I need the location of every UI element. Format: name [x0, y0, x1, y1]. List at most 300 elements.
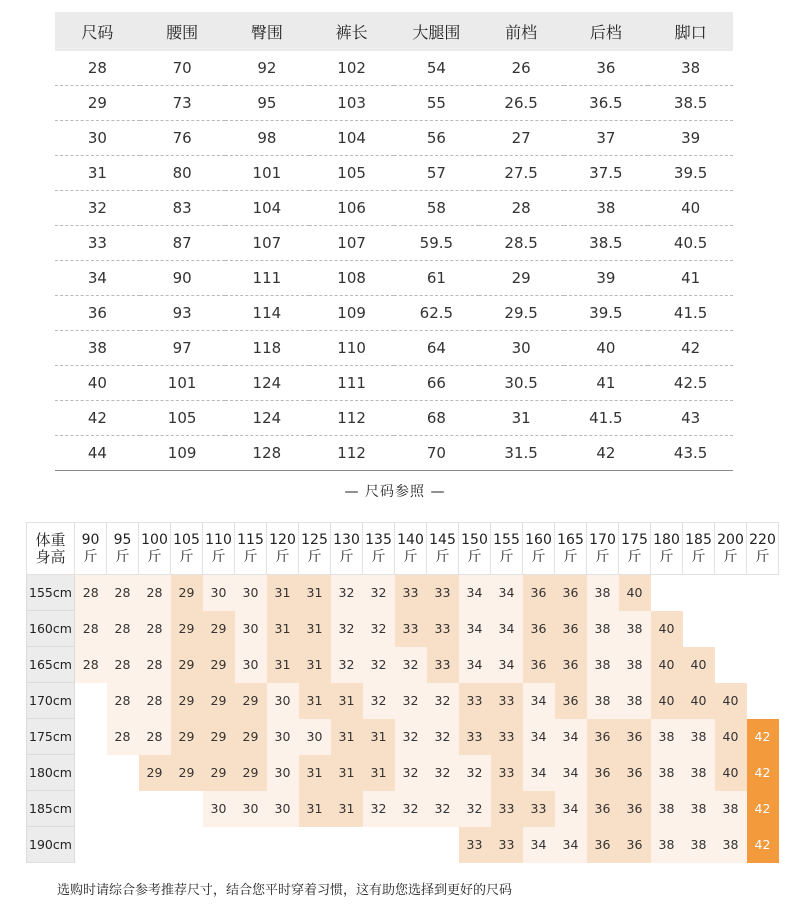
- recommended-size-cell: 32: [459, 755, 491, 791]
- recommended-size-cell: 34: [555, 719, 587, 755]
- table-row: [27, 719, 779, 755]
- recommended-size-cell: 36: [587, 827, 619, 863]
- recommended-size-cell: 33: [491, 719, 523, 755]
- recommended-size-cell: 32: [395, 755, 427, 791]
- weight-header-cell: [491, 523, 523, 575]
- recommended-size-cell: 36: [555, 683, 587, 719]
- size-chart-cell: 37.5: [564, 156, 649, 191]
- size-chart-cell: 27.5: [479, 156, 564, 191]
- size-chart-cell: 30.5: [479, 366, 564, 401]
- recommended-size-cell: 33: [491, 791, 523, 827]
- weight-value: 175: [621, 531, 648, 548]
- recommended-size-cell: 28: [139, 575, 171, 611]
- weight-unit: 斤: [211, 548, 226, 565]
- recommended-size-cell: 34: [523, 755, 555, 791]
- weight-header-cell: [235, 523, 267, 575]
- empty-cell: [75, 791, 107, 827]
- table-row: [27, 575, 779, 611]
- recommended-size-cell: 29: [235, 719, 267, 755]
- recommended-size-cell: 31: [299, 611, 331, 647]
- size-chart-cell: 101: [140, 366, 225, 401]
- size-chart-cell: 36: [55, 296, 140, 331]
- recommended-size-cell: 29: [235, 755, 267, 791]
- recommended-size-cell: 40: [715, 683, 747, 719]
- size-chart-cell: 41.5: [564, 401, 649, 436]
- size-chart-cell: 36: [564, 51, 649, 86]
- recommended-size-cell: 38: [683, 827, 715, 863]
- weight-header-cell: [171, 523, 203, 575]
- weight-header-cell: [267, 523, 299, 575]
- weight-unit: 斤: [467, 548, 482, 565]
- recommended-size-cell: 32: [363, 611, 395, 647]
- recommended-size-cell: 33: [491, 755, 523, 791]
- recommended-size-cell: 38: [587, 647, 619, 683]
- table-row: [55, 121, 733, 156]
- weight-value: 130: [333, 531, 360, 548]
- recommended-size-cell: 31: [299, 791, 331, 827]
- recommended-size-cell: 30: [203, 791, 235, 827]
- recommendation-body: [27, 575, 779, 863]
- recommended-size-cell: 38: [587, 611, 619, 647]
- recommended-size-cell: 30: [235, 647, 267, 683]
- weight-value: 110: [205, 531, 232, 548]
- recommended-size-cell: 29: [139, 755, 171, 791]
- size-chart-cell: 39: [648, 121, 733, 156]
- recommended-size-cell: 33: [459, 719, 491, 755]
- size-chart-cell: 118: [225, 331, 310, 366]
- weight-unit: 斤: [595, 548, 610, 565]
- recommended-size-cell: 36: [619, 719, 651, 755]
- recommended-size-cell: 38: [651, 755, 683, 791]
- table-row: [55, 156, 733, 191]
- empty-cell: [299, 827, 331, 863]
- size-chart-cell: 112: [309, 401, 394, 436]
- size-chart-cell: 90: [140, 261, 225, 296]
- size-chart-cell: 110: [309, 331, 394, 366]
- empty-cell: [267, 827, 299, 863]
- recommended-size-cell: 40: [651, 647, 683, 683]
- recommended-size-cell: 29: [171, 575, 203, 611]
- recommended-size-cell: 34: [555, 791, 587, 827]
- weight-header-cell: [427, 523, 459, 575]
- size-chart-cell: 41: [648, 261, 733, 296]
- height-label: 190cm: [27, 827, 75, 863]
- weight-value: 200: [717, 531, 744, 548]
- recommended-size-cell: 38: [587, 575, 619, 611]
- recommended-size-cell: 38: [715, 791, 747, 827]
- empty-cell: [139, 791, 171, 827]
- recommended-size-cell: 34: [459, 575, 491, 611]
- recommended-size-cell: 32: [395, 791, 427, 827]
- recommended-size-cell: 40: [715, 719, 747, 755]
- empty-cell: [715, 611, 747, 647]
- recommended-size-cell: 32: [331, 575, 363, 611]
- recommended-size-cell: 29: [171, 647, 203, 683]
- recommended-size-cell: 31: [299, 683, 331, 719]
- recommended-size-cell: 33: [491, 683, 523, 719]
- size-chart-cell: 28.5: [479, 226, 564, 261]
- table-row: [55, 401, 733, 436]
- recommended-size-cell: 36: [555, 611, 587, 647]
- size-chart-cell: 97: [140, 331, 225, 366]
- size-chart-cell: 39.5: [648, 156, 733, 191]
- empty-cell: [683, 611, 715, 647]
- weight-unit: 斤: [659, 548, 674, 565]
- recommended-size-cell: 32: [459, 791, 491, 827]
- recommended-size-cell: 29: [203, 683, 235, 719]
- table-row: [27, 827, 779, 863]
- recommended-size-cell: 34: [459, 647, 491, 683]
- weight-unit: 斤: [179, 548, 194, 565]
- recommended-size-cell: 29: [235, 683, 267, 719]
- recommended-size-cell: 42: [747, 827, 779, 863]
- recommended-size-cell: 34: [555, 755, 587, 791]
- empty-cell: [747, 683, 779, 719]
- size-chart-cell: 31: [479, 401, 564, 436]
- recommended-size-cell: 28: [139, 683, 171, 719]
- grid-corner-label: [27, 523, 75, 575]
- empty-cell: [331, 827, 363, 863]
- size-chart-cell: 66: [394, 366, 479, 401]
- corner-label-line: 体重: [35, 530, 66, 549]
- recommended-size-cell: 36: [555, 647, 587, 683]
- weight-unit: 斤: [755, 548, 770, 565]
- size-chart-header-row: [55, 12, 733, 51]
- size-chart-cell: 30: [479, 331, 564, 366]
- recommended-size-cell: 32: [427, 683, 459, 719]
- recommended-size-cell: 33: [427, 575, 459, 611]
- weight-header-cell: [107, 523, 139, 575]
- recommended-size-cell: 42: [747, 719, 779, 755]
- recommended-size-cell: 31: [267, 575, 299, 611]
- empty-cell: [715, 647, 747, 683]
- recommended-size-cell: 34: [523, 683, 555, 719]
- size-chart-header-cell: 前档: [479, 12, 564, 51]
- size-chart-cell: 102: [309, 51, 394, 86]
- recommended-size-cell: 31: [267, 647, 299, 683]
- recommended-size-cell: 29: [203, 755, 235, 791]
- recommended-size-cell: 38: [651, 791, 683, 827]
- empty-cell: [203, 827, 235, 863]
- weight-header-cell: [555, 523, 587, 575]
- size-chart-header-cell: 后档: [564, 12, 649, 51]
- size-chart-cell: 64: [394, 331, 479, 366]
- recommended-size-cell: 30: [235, 791, 267, 827]
- size-chart-cell: 42: [55, 401, 140, 436]
- size-chart-cell: 68: [394, 401, 479, 436]
- size-chart-cell: 28: [55, 51, 140, 86]
- size-chart-cell: 43.5: [648, 436, 733, 471]
- recommended-size-cell: 33: [523, 791, 555, 827]
- size-chart-table: [55, 12, 733, 471]
- size-chart-cell: 103: [309, 86, 394, 121]
- weight-header-row: [27, 523, 779, 575]
- table-row: [55, 296, 733, 331]
- recommended-size-cell: 28: [75, 647, 107, 683]
- table-row: [55, 86, 733, 121]
- table-row: [27, 611, 779, 647]
- weight-unit: 斤: [371, 548, 386, 565]
- table-row: [55, 51, 733, 86]
- empty-cell: [107, 791, 139, 827]
- size-chart-cell: 38.5: [564, 226, 649, 261]
- weight-value: 145: [429, 531, 456, 548]
- recommended-size-cell: 29: [203, 719, 235, 755]
- weight-header-cell: [523, 523, 555, 575]
- weight-unit: 斤: [723, 548, 738, 565]
- size-selection-note: 选购时请综合参考推荐尺寸，结合您平时穿着习惯，这有助您选择到更好的尺码: [57, 883, 513, 898]
- size-chart-cell: 40.5: [648, 226, 733, 261]
- table-row: [55, 261, 733, 296]
- recommended-size-cell: 28: [107, 647, 139, 683]
- recommended-size-cell: 32: [427, 755, 459, 791]
- empty-cell: [75, 683, 107, 719]
- weight-header-cell: [299, 523, 331, 575]
- weight-header-cell: [395, 523, 427, 575]
- recommended-size-cell: 40: [683, 683, 715, 719]
- recommended-size-cell: 36: [523, 611, 555, 647]
- weight-unit: 斤: [147, 548, 162, 565]
- weight-header-cell: [683, 523, 715, 575]
- recommended-size-cell: 28: [107, 719, 139, 755]
- recommended-size-cell: 36: [619, 791, 651, 827]
- size-chart-cell: 37: [564, 121, 649, 156]
- size-chart-cell: 109: [140, 436, 225, 471]
- weight-value: 90: [81, 531, 100, 548]
- size-chart-cell: 93: [140, 296, 225, 331]
- empty-cell: [363, 827, 395, 863]
- recommended-size-cell: 36: [619, 827, 651, 863]
- weight-header-cell: [331, 523, 363, 575]
- weight-header-cell: [459, 523, 491, 575]
- size-chart-cell: 28: [479, 191, 564, 226]
- weight-unit: 斤: [83, 548, 98, 565]
- weight-value: 120: [269, 531, 296, 548]
- weight-value: 160: [525, 531, 552, 548]
- recommended-size-cell: 38: [683, 755, 715, 791]
- recommended-size-cell: 32: [363, 791, 395, 827]
- size-chart-body: [55, 51, 733, 471]
- recommended-size-cell: 38: [587, 683, 619, 719]
- recommended-size-cell: 33: [459, 683, 491, 719]
- recommended-size-cell: 34: [523, 827, 555, 863]
- recommended-size-cell: 31: [267, 611, 299, 647]
- height-label: 185cm: [27, 791, 75, 827]
- recommended-size-cell: 29: [171, 683, 203, 719]
- weight-header-cell: [139, 523, 171, 575]
- empty-cell: [395, 827, 427, 863]
- size-chart-cell: 41: [564, 366, 649, 401]
- size-chart-header-cell: 臀围: [225, 12, 310, 51]
- weight-unit: 斤: [275, 548, 290, 565]
- size-chart-cell: 42: [564, 436, 649, 471]
- size-chart-header-cell: 脚口: [648, 12, 733, 51]
- recommended-size-cell: 32: [331, 611, 363, 647]
- recommended-size-cell: 34: [459, 611, 491, 647]
- weight-unit: 斤: [243, 548, 258, 565]
- recommended-size-cell: 30: [203, 575, 235, 611]
- recommended-size-cell: 40: [715, 755, 747, 791]
- recommended-size-cell: 30: [267, 755, 299, 791]
- recommended-size-cell: 34: [523, 719, 555, 755]
- size-chart-cell: 27: [479, 121, 564, 156]
- size-chart-cell: 30: [55, 121, 140, 156]
- size-chart-cell: 40: [564, 331, 649, 366]
- recommended-size-cell: 28: [107, 683, 139, 719]
- recommended-size-cell: 30: [267, 719, 299, 755]
- size-chart-cell: 128: [225, 436, 310, 471]
- weight-value: 220: [749, 531, 776, 548]
- size-chart-cell: 41.5: [648, 296, 733, 331]
- recommended-size-cell: 31: [331, 755, 363, 791]
- table-row: [27, 791, 779, 827]
- recommended-size-cell: 31: [331, 683, 363, 719]
- size-chart-cell: 124: [225, 401, 310, 436]
- empty-cell: [747, 575, 779, 611]
- recommended-size-cell: 30: [299, 719, 331, 755]
- weight-unit: 斤: [435, 548, 450, 565]
- size-chart-header-cell: 腰围: [140, 12, 225, 51]
- recommended-size-cell: 31: [299, 647, 331, 683]
- recommended-size-cell: 38: [619, 611, 651, 647]
- size-chart-cell: 105: [140, 401, 225, 436]
- empty-cell: [683, 575, 715, 611]
- size-chart-cell: 62.5: [394, 296, 479, 331]
- empty-cell: [651, 575, 683, 611]
- recommended-size-cell: 33: [395, 575, 427, 611]
- height-label: 165cm: [27, 647, 75, 683]
- recommended-size-cell: 34: [491, 575, 523, 611]
- weight-unit: 斤: [627, 548, 642, 565]
- size-chart-header-cell: 大腿围: [394, 12, 479, 51]
- recommended-size-cell: 30: [235, 611, 267, 647]
- empty-cell: [171, 791, 203, 827]
- recommended-size-cell: 31: [299, 575, 331, 611]
- size-chart-cell: 106: [309, 191, 394, 226]
- size-chart-cell: 43: [648, 401, 733, 436]
- recommended-size-cell: 29: [171, 611, 203, 647]
- recommended-size-cell: 33: [491, 827, 523, 863]
- weight-value: 100: [141, 531, 168, 548]
- size-chart-cell: 108: [309, 261, 394, 296]
- weight-value: 115: [237, 531, 264, 548]
- size-chart-cell: 56: [394, 121, 479, 156]
- height-label: 160cm: [27, 611, 75, 647]
- empty-cell: [75, 755, 107, 791]
- size-chart-cell: 111: [225, 261, 310, 296]
- table-row: [27, 647, 779, 683]
- empty-cell: [235, 827, 267, 863]
- recommended-size-cell: 32: [427, 791, 459, 827]
- size-chart-cell: 29: [55, 86, 140, 121]
- height-label: 175cm: [27, 719, 75, 755]
- size-chart-cell: 54: [394, 51, 479, 86]
- size-chart-cell: 73: [140, 86, 225, 121]
- recommended-size-cell: 40: [683, 647, 715, 683]
- size-chart-cell: 111: [309, 366, 394, 401]
- size-recommendation-grid: [26, 522, 779, 863]
- weight-unit: 斤: [499, 548, 514, 565]
- recommended-size-cell: 36: [523, 575, 555, 611]
- recommended-size-cell: 32: [363, 575, 395, 611]
- size-chart-header-cell: 尺码: [55, 12, 140, 51]
- size-chart-cell: 39: [564, 261, 649, 296]
- weight-unit: 斤: [403, 548, 418, 565]
- size-chart-cell: 26: [479, 51, 564, 86]
- empty-cell: [747, 647, 779, 683]
- size-chart-header-cell: 裤长: [309, 12, 394, 51]
- recommended-size-cell: 38: [619, 647, 651, 683]
- size-chart-cell: 83: [140, 191, 225, 226]
- recommended-size-cell: 31: [363, 719, 395, 755]
- height-label: 155cm: [27, 575, 75, 611]
- recommended-size-cell: 33: [459, 827, 491, 863]
- empty-cell: [171, 827, 203, 863]
- recommended-size-cell: 32: [363, 647, 395, 683]
- weight-unit: 斤: [531, 548, 546, 565]
- empty-cell: [747, 611, 779, 647]
- size-chart-cell: 44: [55, 436, 140, 471]
- recommended-size-cell: 29: [171, 719, 203, 755]
- recommended-size-cell: 38: [651, 719, 683, 755]
- recommended-size-cell: 38: [651, 827, 683, 863]
- recommended-size-cell: 28: [107, 611, 139, 647]
- weight-header-cell: [747, 523, 779, 575]
- size-chart-cell: 57: [394, 156, 479, 191]
- empty-cell: [75, 719, 107, 755]
- size-chart-cell: 58: [394, 191, 479, 226]
- empty-cell: [107, 827, 139, 863]
- recommended-size-cell: 42: [747, 791, 779, 827]
- recommended-size-cell: 38: [619, 683, 651, 719]
- recommended-size-cell: 38: [683, 719, 715, 755]
- size-chart-cell: 55: [394, 86, 479, 121]
- size-reference-title: — 尺码参照 —: [344, 484, 446, 500]
- weight-unit: 斤: [339, 548, 354, 565]
- recommended-size-cell: 33: [427, 611, 459, 647]
- size-chart-cell: 42.5: [648, 366, 733, 401]
- size-chart-cell: 105: [309, 156, 394, 191]
- weight-header-cell: [363, 523, 395, 575]
- weight-value: 155: [493, 531, 520, 548]
- size-chart-cell: 104: [225, 191, 310, 226]
- weight-header-cell: [651, 523, 683, 575]
- weight-header-cell: [203, 523, 235, 575]
- empty-cell: [107, 755, 139, 791]
- size-chart-cell: 95: [225, 86, 310, 121]
- recommended-size-cell: 36: [587, 719, 619, 755]
- size-chart-cell: 107: [225, 226, 310, 261]
- size-chart-cell: 87: [140, 226, 225, 261]
- recommended-size-cell: 40: [651, 611, 683, 647]
- size-chart-cell: 70: [140, 51, 225, 86]
- size-chart-cell: 112: [309, 436, 394, 471]
- size-chart-cell: 76: [140, 121, 225, 156]
- recommended-size-cell: 31: [299, 755, 331, 791]
- weight-header-cell: [715, 523, 747, 575]
- weight-unit: 斤: [115, 548, 130, 565]
- recommended-size-cell: 32: [331, 647, 363, 683]
- empty-cell: [139, 827, 171, 863]
- recommended-size-cell: 36: [523, 647, 555, 683]
- size-chart-cell: 124: [225, 366, 310, 401]
- recommended-size-cell: 28: [75, 575, 107, 611]
- size-chart-cell: 31: [55, 156, 140, 191]
- recommended-size-cell: 30: [235, 575, 267, 611]
- recommended-size-cell: 33: [427, 647, 459, 683]
- recommended-size-cell: 32: [395, 719, 427, 755]
- size-chart-cell: 61: [394, 261, 479, 296]
